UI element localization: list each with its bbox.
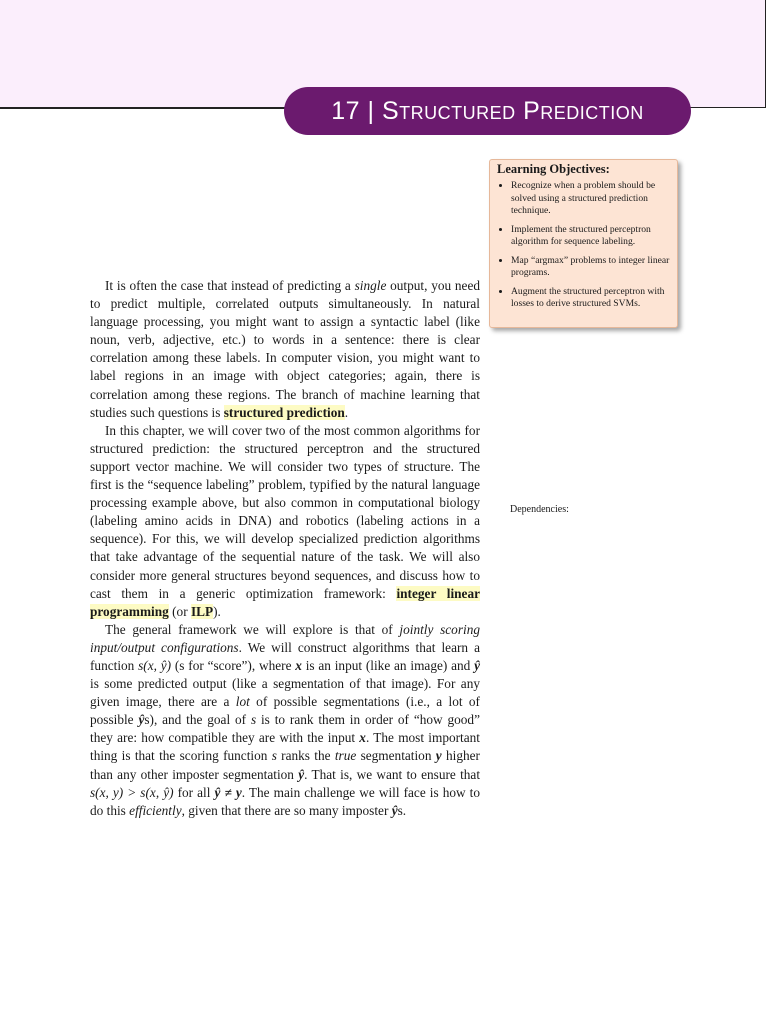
term-structured-prediction: structured prediction: [223, 404, 345, 420]
learning-objectives-title: Learning Objectives:: [497, 162, 610, 176]
objective-item: • Map “argmax” problems to integer linear programs.: [511, 255, 671, 280]
chapter-number: 17: [331, 96, 361, 125]
chapter-title: Structured Prediction: [381, 96, 644, 125]
paragraph-chapter-overview: In this chapter, we will cover two of the most common algorithms for structured prediction: the structured perceptron and the structured support vector machine. We will consider two types of structure. The first is the “sequence labeling” problem, typified by the natural language processing example above, but also common in computational biology (labeling amino acids in DNA) and robotics (labeling actions in a sequence). For this, we will develop specialized prediction algorithms that take advantage of the sequential nature of the task. We will also consider more general structures beyond sequences, and discuss how to cast them in a generic optimization framework: integer linear programming (or ILP).: [90, 422, 480, 619]
header-divider: [0, 108, 300, 109]
term-ilp: ILP: [190, 603, 214, 619]
chapter-body: [90, 277, 480, 820]
chapter-title-banner: [284, 87, 691, 135]
dependencies-label: Dependencies:: [510, 504, 569, 515]
term-integer-linear-programming: integer linear programming: [90, 585, 480, 619]
chapter-separator: |: [367, 96, 375, 125]
learning-objectives-box: [489, 159, 678, 328]
learning-objectives-list: [497, 180, 671, 311]
objective-item: • Recognize when a problem should be solved using a structured prediction technique.: [511, 180, 671, 218]
objective-item: • Implement the structured perceptron algorithm for sequence labeling.: [511, 224, 671, 249]
paragraph-intro: It is often the case that instead of predicting a single output, you need to predict multiple, correlated outputs simultaneously. In natural language processing, you might want to assign a syntactic label (like noun, verb, adjective, etc.) to words in a sentence: there is clear correlation among these labels. In computer vision, you might want to label regions in an image with object categories; again, there is correlation among these regions. The branch of machine learning that studies such questions is structured prediction.: [90, 278, 481, 420]
paragraph-framework: The general framework we will explore is that of jointly scoring input/output configurations. We will construct algorithms that learn a function s(x, ŷ) (s for “score”), where x is an input (like an image) and ŷ is some predicted output (like a segmentation of that image). For any given image, there are a lot of possible segmentations (i.e., a lot of possible ŷs), and the goal of s is to rank them in order of “how good” they are: how compatible they are with the input x. The most important thing is that the scoring function s ranks the true segmentation y higher than any other imposter segmentation ŷ. That is, we want to ensure that s(x, y) > s(x, ŷ) for all ŷ ≠ y. The main challenge we will face is how to do this efficiently, given that there are so many imposter ŷs.: [90, 621, 481, 818]
objective-item: • Augment the structured perceptron with losses to derive structured SVMs.: [511, 286, 671, 311]
